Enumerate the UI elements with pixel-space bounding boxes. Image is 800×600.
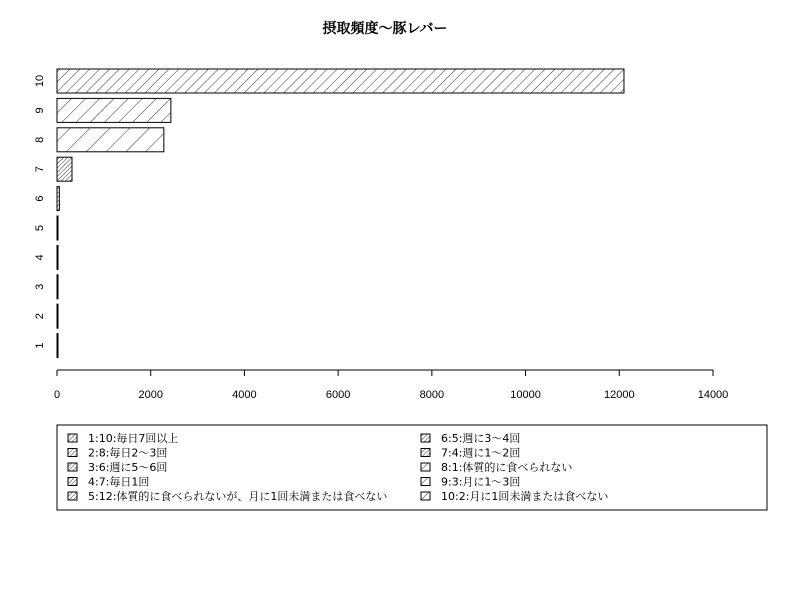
legend-label-9: 9:3:月に1〜3回 [441,475,521,489]
legend-swatch-1 [68,434,77,442]
y-tick-label-10: 10 [33,74,46,88]
y-tick-label-5: 5 [33,224,46,232]
bar-7 [57,157,72,181]
y-tick-label-2: 2 [33,313,46,320]
legend-swatch-10 [421,492,430,500]
bar-10 [57,69,624,93]
x-tick-label-6000: 6000 [325,389,351,401]
legend-swatch-8 [421,463,430,471]
legend [57,425,767,510]
x-tick-label-0: 0 [53,389,61,401]
y-tick-label-3: 3 [33,283,46,290]
y-tick-label-6: 6 [33,195,46,202]
legend-label-10: 10:2:月に1回未満または食べない [441,490,609,503]
legend-swatch-7 [421,449,430,457]
legend-label-1: 1:10:毎日7回以上 [88,432,179,445]
legend-swatch-6 [421,434,430,442]
bar-4 [57,245,58,269]
legend-label-5: 5:12:体質的に食べられないが、月に1回未満または食べない [88,490,388,503]
bar-6 [57,187,59,211]
y-tick-label-4: 4 [33,254,46,261]
legend-swatch-3 [68,463,77,471]
legend-label-7: 7:4:週に1〜2回 [441,446,521,460]
bar-5 [57,216,58,240]
x-axis [54,370,728,401]
bar-2 [57,304,58,328]
x-tick-label-2000: 2000 [138,389,163,401]
y-tick-label-1: 1 [33,342,46,349]
legend-label-6: 6:5:週に3〜4回 [441,432,521,445]
legend-swatch-5 [68,492,77,500]
bar-9 [57,98,171,122]
legend-label-3: 3:6:週に5〜6回 [88,461,168,474]
bars-group [57,69,624,358]
y-tick-labels [34,75,46,349]
x-tick-label-12000: 12000 [603,389,635,401]
y-tick-label-7: 7 [33,166,46,173]
legend-swatch-2 [68,449,77,457]
chart-title: 摂取頻度〜豚レバー [322,21,448,37]
legend-swatch-9 [421,478,430,486]
legend-label-4: 4:7:毎日1回 [88,475,150,489]
x-tick-label-8000: 8000 [419,389,445,401]
legend-swatch-4 [68,478,77,486]
y-tick-label-9: 9 [33,107,46,114]
bar-8 [57,128,164,152]
x-tick-label-10000: 10000 [510,389,541,401]
bar-3 [57,275,58,299]
legend-label-2: 2:8:毎日2〜3回 [88,446,168,460]
y-tick-label-8: 8 [33,136,46,143]
x-tick-label-14000: 14000 [697,389,729,401]
x-tick-label-4000: 4000 [232,389,257,401]
bar-1 [57,334,58,358]
legend-label-8: 8:1:体質的に食べられない [441,461,573,474]
